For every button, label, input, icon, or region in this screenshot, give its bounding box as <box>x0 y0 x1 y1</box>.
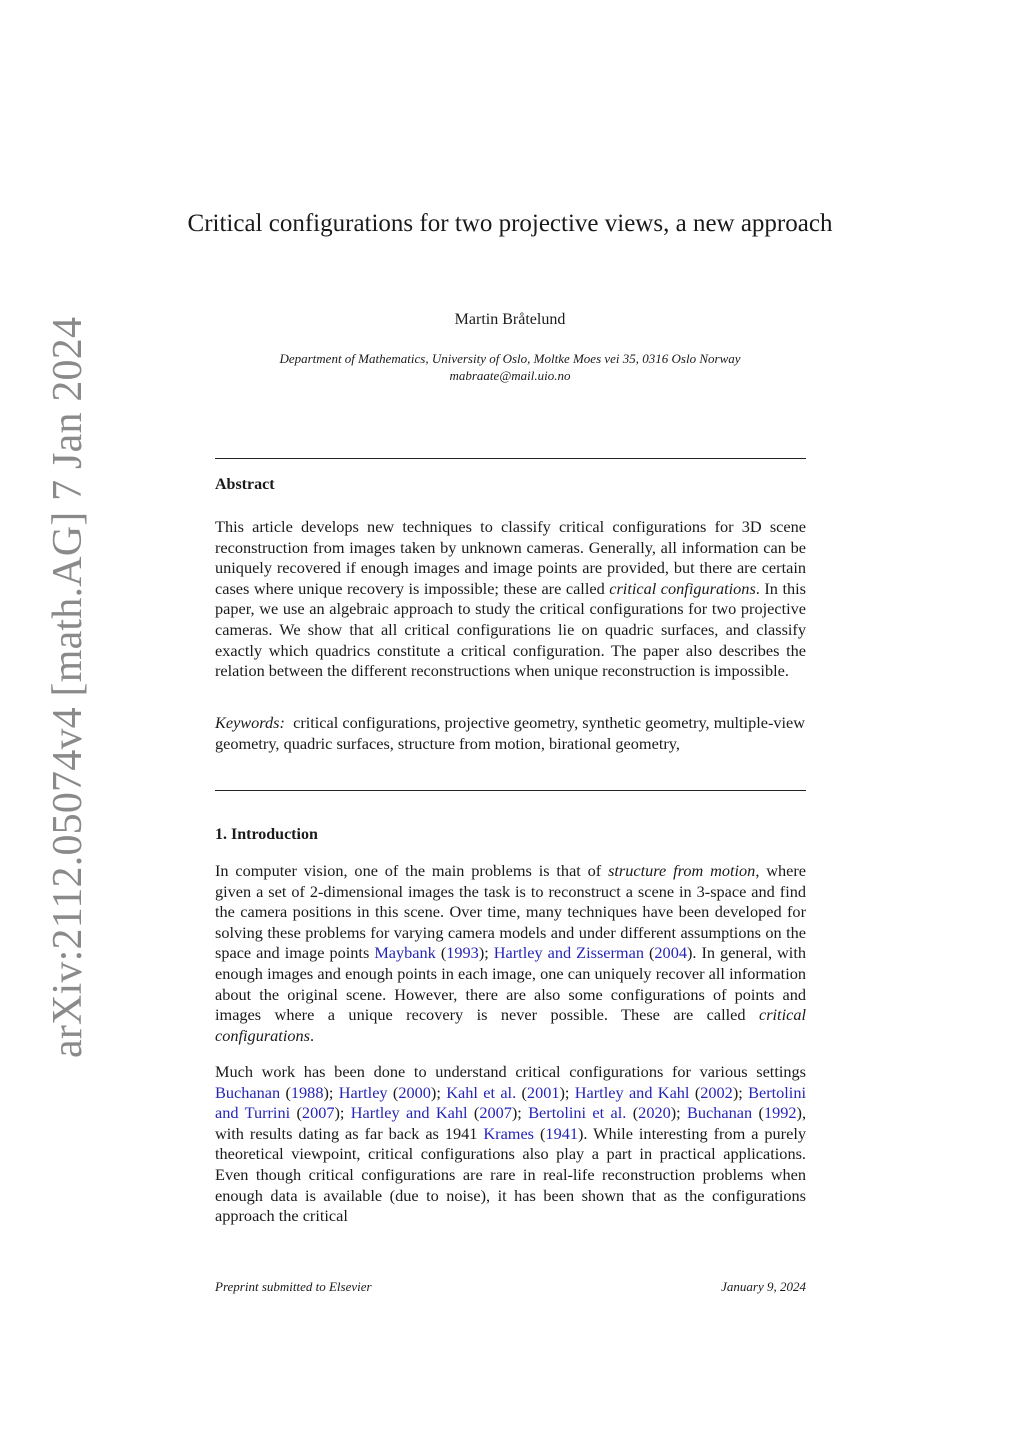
keywords-paragraph <box>215 713 806 754</box>
citation-year-link[interactable]: 2002 <box>700 1082 733 1102</box>
author-name: Martin Bråtelund <box>454 311 566 328</box>
citation-year-link[interactable]: 1992 <box>763 1103 797 1123</box>
paper-title: Critical configurations for two projective views, a new approach <box>187 210 833 237</box>
abstract-heading: Abstract <box>215 476 275 493</box>
citation-link[interactable]: Buchanan <box>687 1103 753 1123</box>
footer-date: January 9, 2024 <box>721 1279 806 1294</box>
affiliation-text: Department of Mathematics, University of Oslo, Moltke Moes vei 35, 0316 Oslo Norway <box>279 351 741 366</box>
footer-preprint-note: Preprint submitted to Elsevier <box>215 1279 372 1294</box>
citation-link[interactable]: Hartley and Zisserman <box>493 943 644 963</box>
citation-year-link[interactable]: 2001 <box>526 1082 560 1102</box>
citation-link[interactable]: Hartley and Kahl <box>350 1103 468 1123</box>
citation-year-link[interactable]: 1941 <box>545 1123 578 1143</box>
citation-link[interactable]: Krames <box>483 1123 535 1143</box>
citation-year-link[interactable]: 2004 <box>654 943 687 963</box>
abstract-bottom-rule <box>215 790 806 791</box>
citation-link[interactable]: Bertolini and Turrini <box>215 1082 806 1123</box>
intro-paragraph-1: In computer vision, one of the main problems is that of structure from motion, where given a set of 2-dimensional images the task is to reconstruct a scene in 3-space and find the camera positions in this scene. Over time, many techniques have been developed for solving these problems for varying camera models and under different assumptions on the space and image points Maybank (1993); Hartley and Zisserman (2004). In general, with enough images and enough points in each image, one can uniquely recover all information about the original scene. However, there are also some configurations of points and images where a unique recovery is never possible. These are called critical configurations. <box>215 861 806 1045</box>
abstract-paragraph: This article develops new techniques to classify critical configurations for 3D scene reconstruction from images taken by unknown cameras. Generally, all information can be uniquely recovered if enough images and image points are provided, but there are certain cases where unique recovery is impossible; these are called critical configurations. In this paper, we use an algebraic approach to study the critical configurations for two projective cameras. We show that all critical configurations lie on quadric surfaces, and classify exactly which quadrics constitute a critical configuration. The paper also describes the relation between the different reconstructions when unique reconstruction is impossible. <box>215 517 806 681</box>
citation-year-link[interactable]: 1988 <box>290 1082 324 1102</box>
citation-link[interactable]: Buchanan <box>215 1082 281 1102</box>
arxiv-identifier-stamp: arXiv:2112.05074v4 [math.AG] 7 Jan 2024 <box>45 316 91 1058</box>
author-email[interactable]: mabraate@mail.uio.no <box>449 368 571 383</box>
citation-year-link[interactable]: 2020 <box>638 1103 671 1123</box>
citation-link[interactable]: Bertolini et al. <box>528 1103 627 1123</box>
keywords-list: critical configurations, projective geometry, synthetic geometry, multiple-view geometry, quadric surfaces, structure from motion, birational geometry, <box>215 713 806 753</box>
citation-link[interactable]: Kahl et al. <box>446 1082 517 1102</box>
citation-year-link[interactable]: 2007 <box>301 1103 335 1123</box>
section-heading-introduction: 1. Introduction <box>215 826 318 843</box>
abstract-top-rule <box>215 458 806 459</box>
citation-link[interactable]: Maybank <box>374 943 436 963</box>
citation-link[interactable]: Hartley and Kahl <box>574 1082 690 1102</box>
intro-paragraph-2: Much work has been done to understand critical configurations for various settings Buchanan (1988); Hartley (2000); Kahl et al. (2001); Hartley and Kahl (2002); Bertolini and Turrini (2007); Hartley and Kahl (2007); Bertolini et al. (2020); Buchanan (1992), with results dating as far back as 1941 Krames (1941). While interesting from a purely theoretical viewpoint, critical configurations also play a part in practical applications. Even though critical configurations are rare in real-life reconstruction problems when enough data is available (due to noise), it has been shown that as the configurations approach the critical <box>215 1062 807 1226</box>
citation-year-link[interactable]: 2007 <box>479 1103 512 1123</box>
keywords-label: Keywords: <box>215 713 285 732</box>
citation-year-link[interactable]: 2000 <box>398 1082 431 1102</box>
citation-year-link[interactable]: 1993 <box>446 943 479 963</box>
affiliation-block <box>180 350 840 384</box>
citation-link[interactable]: Hartley <box>338 1082 388 1102</box>
abstract-emphasis: critical configurations <box>609 578 756 598</box>
